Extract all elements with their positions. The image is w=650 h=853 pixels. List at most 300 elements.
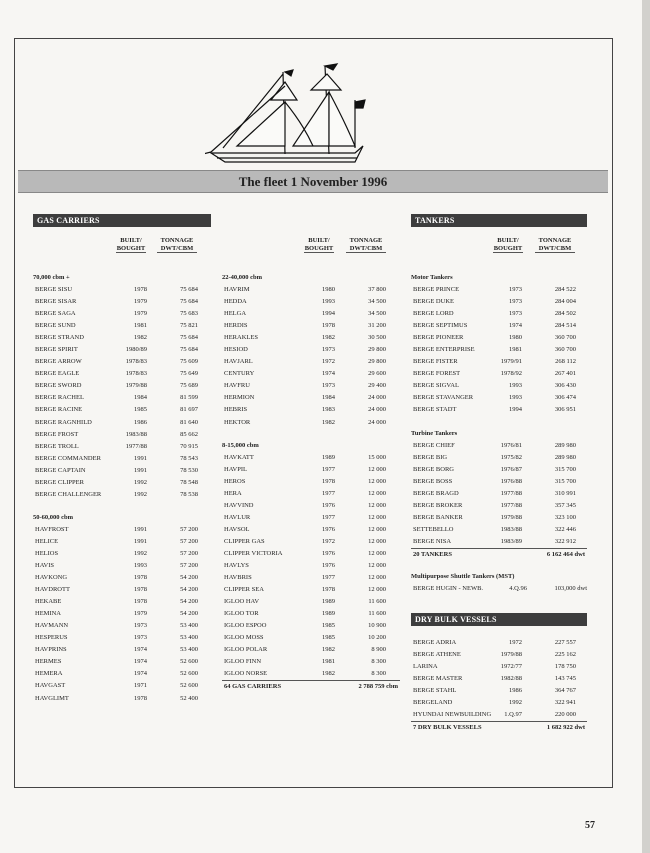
vessel-row — [33, 536, 213, 548]
vessel-name: BERGE SUND — [35, 322, 76, 330]
vessel-name: BERGE TROLL — [35, 442, 79, 450]
vessel-tonnage: 8 900 — [371, 646, 386, 654]
column-header — [411, 237, 591, 261]
vessel-name: BERGE ARROW — [35, 358, 82, 366]
vessel-row — [411, 488, 591, 500]
vessel-tonnage: 54 200 — [180, 574, 198, 582]
vessel-name: BERGE BORG — [413, 465, 454, 473]
vessel-tonnage: 364 767 — [554, 687, 576, 695]
vessel-row — [33, 572, 213, 584]
vessel-name: BERGE FOREST — [413, 370, 461, 378]
vessel-built: 1978/92 — [500, 370, 522, 378]
vessel-name: HAVIS — [35, 561, 55, 569]
vessel-tonnage: 306 474 — [554, 394, 576, 402]
vessel-built: 1983/88 — [500, 525, 522, 533]
vessel-row — [33, 380, 213, 392]
vessel-tonnage: 284 514 — [554, 322, 576, 330]
vessel-name: HEBRIS — [224, 406, 248, 414]
vessel-built: 1989 — [322, 598, 335, 606]
vessel-tonnage: 81 599 — [180, 394, 198, 402]
vessel-built: 1978/83 — [125, 358, 147, 366]
vessel-row — [411, 476, 591, 488]
total-label: 20 TANKERS — [413, 550, 452, 558]
vessel-built: 1978 — [134, 598, 147, 606]
header-built: BUILT/ — [120, 237, 142, 244]
vessel-built: 1989 — [322, 610, 335, 618]
vessel-row — [222, 404, 402, 416]
vessel-row — [411, 404, 591, 416]
vessel-row — [222, 356, 402, 368]
vessel-row — [411, 320, 591, 332]
vessel-tonnage: 34 500 — [368, 298, 386, 306]
vessel-name: BERGE LORD — [413, 310, 454, 318]
vessel-tonnage: 30 500 — [368, 334, 386, 342]
vessel-name: BERGE ATHENE — [413, 651, 461, 659]
vessel-built: 1976 — [322, 561, 335, 569]
vessel-built: 1992 — [134, 478, 147, 486]
vessel-row — [33, 392, 213, 404]
vessel-row — [411, 356, 591, 368]
vessel-tonnage: 12 000 — [368, 489, 386, 497]
vessel-built: 1992 — [134, 490, 147, 498]
vessel-name: BERGE BRAGD — [413, 489, 459, 497]
vessel-row — [222, 452, 402, 464]
vessel-tonnage: 12 000 — [368, 513, 386, 521]
header-dwtcbm: DWT/CBM — [349, 244, 383, 252]
vessel-built: 1979 — [134, 310, 147, 318]
vessel-tonnage: 52 600 — [180, 658, 198, 666]
vessel-row — [222, 368, 402, 380]
vessel-tonnage: 29 600 — [368, 370, 386, 378]
vessel-tonnage: 227 557 — [554, 638, 576, 646]
vessel-name: HERAKLES — [224, 334, 258, 342]
vessel-built: 1974 — [322, 370, 335, 378]
vessel-row — [33, 441, 213, 453]
vessel-row — [222, 596, 402, 608]
gas-carriers-middle-column — [222, 214, 402, 692]
vessel-name: HAVLUR — [224, 513, 251, 521]
vessel-name: HELGA — [224, 310, 247, 318]
vessel-name: HAVPRINS — [35, 646, 67, 654]
vessel-row — [222, 296, 402, 308]
vessel-tonnage: 11 600 — [368, 598, 386, 606]
vessel-name: HEKABE — [35, 598, 62, 606]
vessel-tonnage: 53 400 — [180, 646, 198, 654]
vessel-built: 1983/88 — [125, 430, 147, 438]
vessel-row — [33, 596, 213, 608]
vessel-row — [411, 380, 591, 392]
vessel-tonnage: 57 200 — [180, 537, 198, 545]
vessel-tonnage: 53 400 — [180, 622, 198, 630]
vessel-tonnage: 29 400 — [368, 382, 386, 390]
vessel-name: BERGE STRAND — [35, 334, 84, 342]
vessel-row — [33, 668, 213, 680]
vessel-name: BERGE FROST — [35, 430, 79, 438]
vessel-row — [222, 476, 402, 488]
vessel-built: 1974 — [509, 322, 522, 330]
total-value: 2 788 759 cbm — [358, 683, 398, 691]
vessel-name: BERGE SEPTIMUS — [413, 322, 468, 330]
vessel-name: BERGE RACHEL — [35, 394, 84, 402]
header-dwtcbm: DWT/CBM — [160, 244, 194, 252]
vessel-tonnage: 8 300 — [371, 658, 386, 666]
vessel-name: BERGE PRINCE — [413, 286, 460, 293]
vessel-built: 1977 — [322, 489, 335, 497]
vessel-row — [411, 296, 591, 308]
vessel-tonnage: 52 600 — [180, 682, 198, 690]
vessel-name: HAVVIND — [224, 501, 254, 509]
vessel-name: IGLOO FINN — [224, 658, 262, 666]
vessel-name: BERGE CHALLENGER — [35, 490, 102, 498]
vessel-row — [222, 584, 402, 596]
vessel-name: BERGE HUGIN - NEWB. — [413, 584, 484, 592]
vessel-tonnage: 54 200 — [180, 610, 198, 618]
vessel-row — [411, 344, 591, 356]
vessel-name: IGLOO POLAR — [224, 646, 268, 654]
vessel-row — [222, 632, 402, 644]
vessel-row — [222, 608, 402, 620]
vessel-row — [411, 332, 591, 344]
vessel-row — [33, 524, 213, 536]
vessel-built: 1993 — [509, 382, 522, 390]
vessel-built: 1973 — [509, 298, 522, 306]
vessel-tonnage: 75 683 — [180, 310, 198, 318]
vessel-name: BERGE STAVANGER — [413, 394, 474, 402]
total-label: 64 GAS CARRIERS — [224, 683, 282, 691]
vessel-name: BERGE MASTER — [413, 675, 463, 683]
vessel-built: 1989 — [322, 453, 335, 461]
vessel-tonnage: 85 662 — [180, 430, 198, 438]
vessel-row — [33, 560, 213, 572]
vessel-built: 1979/88 — [125, 382, 147, 390]
vessel-row — [222, 464, 402, 476]
vessel-built: 1979 — [134, 298, 147, 306]
vessel-built: 1973 — [134, 634, 147, 642]
vessel-name: BERGE CHIEF — [413, 441, 455, 449]
vessel-tonnage: 12 000 — [368, 465, 386, 473]
vessel-tonnage: 52 400 — [180, 694, 198, 702]
vessel-tonnage: 12 000 — [368, 574, 386, 582]
vessel-name: BERGELAND — [413, 699, 453, 707]
vessel-tonnage: 34 500 — [368, 310, 386, 318]
vessel-built: 1972 — [322, 358, 335, 366]
dry-bulk-heading: DRY BULK VESSELS — [411, 613, 587, 626]
vessel-built: 1973 — [509, 286, 522, 293]
vessel-row — [222, 512, 402, 524]
vessel-built: 1982 — [322, 670, 335, 678]
vessel-name: BERGE RACINE — [35, 406, 83, 414]
group-label: Turbine Tankers — [411, 429, 458, 437]
vessel-name: BERGE ENTERPRISE — [413, 346, 475, 354]
vessel-name: IGLOO NORSE — [224, 670, 268, 678]
vessel-tonnage: 29 800 — [368, 358, 386, 366]
header-bought: BOUGHT — [493, 244, 523, 252]
vessel-row — [33, 332, 213, 344]
header-tonnage: TONNAGE — [160, 237, 194, 244]
vessel-built: 1978 — [322, 477, 335, 485]
vessel-tonnage: 12 000 — [368, 477, 386, 485]
vessel-row — [411, 452, 591, 464]
vessel-tonnage: 29 800 — [368, 346, 386, 354]
vessel-built: 1991 — [134, 466, 147, 474]
vessel-tonnage: 15 000 — [368, 453, 386, 461]
vessel-tonnage: 75 649 — [180, 370, 198, 378]
vessel-name: IGLOO HAV — [224, 598, 260, 606]
vessel-name: HEKTOR — [224, 418, 251, 426]
vessel-tonnage: 70 915 — [180, 442, 198, 450]
vessel-name: BERGE SPIRIT — [35, 346, 78, 354]
vessel-built: 1982 — [322, 646, 335, 654]
vessel-built: 1992 — [134, 549, 147, 557]
vessel-built: 1973 — [322, 346, 335, 354]
vessel-tonnage: 315 700 — [554, 465, 576, 473]
vessel-built: 1974 — [134, 658, 147, 666]
vessel-built: 1991 — [134, 454, 147, 462]
total-value: 1 682 922 dwt — [546, 724, 585, 732]
vessel-name: LARINA — [413, 663, 438, 671]
vessel-built: 1978 — [134, 586, 147, 594]
vessel-row — [411, 464, 591, 476]
vessel-row — [411, 284, 591, 296]
vessel-row — [411, 536, 591, 548]
vessel-built: 1974 — [134, 646, 147, 654]
vessel-built: 1977 — [322, 513, 335, 521]
vessel-name: BERGE PIONEER — [413, 334, 464, 342]
group-label: Motor Tankers — [411, 274, 453, 281]
vessel-built: 1973 — [509, 310, 522, 318]
group-label: 70,000 cbm + — [33, 274, 70, 281]
vessel-tonnage: 268 112 — [555, 358, 576, 366]
vessel-name: BERGE BIG — [413, 453, 448, 461]
group-label: 50-60,000 cbm — [33, 513, 74, 521]
vessel-row — [411, 583, 591, 595]
vessel-tonnage: 24 000 — [368, 394, 386, 402]
vessel-built: 1977 — [322, 574, 335, 582]
vessel-row — [411, 697, 591, 709]
vessel-built: 1986 — [134, 418, 147, 426]
vessel-tonnage: 24 000 — [368, 406, 386, 414]
vessel-built: 1977/88 — [500, 501, 522, 509]
vessel-row — [33, 453, 213, 465]
vessel-name: BERGE SISU — [35, 286, 73, 293]
vessel-built: 1978/83 — [125, 370, 147, 378]
vessel-row — [411, 673, 591, 685]
tankers-column — [411, 214, 591, 733]
vessel-built: 1978 — [134, 574, 147, 582]
vessel-tonnage: 75 684 — [180, 334, 198, 342]
vessel-tonnage: 284 004 — [554, 298, 576, 306]
vessel-tonnage: 289 980 — [554, 441, 576, 449]
vessel-row — [411, 440, 591, 452]
group-label: 8-15,000 cbm — [222, 441, 259, 449]
vessel-tonnage: 53 400 — [180, 634, 198, 642]
vessel-name: BERGE COMMANDER — [35, 454, 101, 462]
vessel-tonnage: 81 640 — [180, 418, 198, 426]
vessel-built: 1982 — [322, 334, 335, 342]
vessel-tonnage: 178 750 — [554, 663, 576, 671]
vessel-tonnage: 75 684 — [180, 298, 198, 306]
vessel-built: 1984 — [322, 394, 335, 402]
vessel-name: BERGE STAHL — [413, 687, 457, 695]
vessel-built: 1976 — [322, 549, 335, 557]
vessel-row — [411, 308, 591, 320]
vessel-row — [411, 649, 591, 661]
vessel-name: HAVLYS — [224, 561, 249, 569]
vessel-built: 1976/81 — [500, 441, 522, 449]
vessel-tonnage: 12 000 — [368, 549, 386, 557]
vessel-name: HESIOD — [224, 346, 248, 354]
vessel-tonnage: 284 522 — [554, 286, 576, 293]
vessel-row — [33, 548, 213, 560]
vessel-name: BERGE NISA — [413, 537, 452, 545]
vessel-tonnage: 57 200 — [180, 525, 198, 533]
vessel-row — [33, 429, 213, 441]
vessel-tonnage: 78 548 — [180, 478, 198, 486]
group-label: 22-40,000 cbm — [222, 274, 263, 281]
vessel-tonnage: 11 600 — [368, 610, 386, 618]
vessel-row — [222, 284, 402, 296]
vessel-row — [411, 392, 591, 404]
vessel-built: 1976 — [322, 501, 335, 509]
vessel-tonnage: 54 200 — [180, 598, 198, 606]
vessel-built: 1993 — [322, 298, 335, 306]
vessel-tonnage: 78 538 — [180, 490, 198, 498]
vessel-tonnage: 8 300 — [371, 670, 386, 678]
vessel-built: 1974 — [134, 670, 147, 678]
vessel-name: BERGE EAGLE — [35, 370, 80, 378]
vessel-name: HAVGAST — [35, 682, 66, 690]
vessel-tonnage: 357 345 — [554, 501, 576, 509]
vessel-built: 1994 — [509, 406, 522, 414]
vessel-built: 1971 — [134, 682, 147, 690]
vessel-tonnage: 360 700 — [554, 334, 576, 342]
vessel-tonnage: 103,000 dwt — [554, 584, 587, 592]
vessel-row — [222, 644, 402, 656]
vessel-name: BERGE SAGA — [35, 310, 76, 318]
vessel-name: HAVMANN — [35, 622, 69, 630]
dry-bulk-total — [411, 721, 587, 733]
vessel-row — [33, 632, 213, 644]
vessel-row — [33, 465, 213, 477]
page-number: 57 — [585, 820, 595, 831]
vessel-tonnage: 323 100 — [554, 513, 576, 521]
vessel-built: 1978 — [322, 586, 335, 594]
vessel-row — [222, 320, 402, 332]
vessel-built: 1972 — [322, 537, 335, 545]
vessel-name: HERMION — [224, 394, 255, 402]
vessel-tonnage: 75 689 — [180, 382, 198, 390]
tankers-total — [411, 548, 587, 560]
vessel-name: HELIOS — [35, 549, 59, 557]
vessel-tonnage: 322 446 — [554, 525, 576, 533]
page-edge-shadow — [642, 0, 650, 853]
vessel-built: 1976/88 — [500, 477, 522, 485]
vessel-name: BERGE SISAR — [35, 298, 77, 306]
vessel-row — [411, 661, 591, 673]
vessel-row — [222, 524, 402, 536]
vessel-row — [222, 500, 402, 512]
header-tonnage: TONNAGE — [349, 237, 383, 244]
vessel-name: CENTURY — [224, 370, 255, 378]
vessel-name: IGLOO MOSS — [224, 634, 264, 642]
header-bought: BOUGHT — [304, 244, 334, 252]
vessel-tonnage: 310 991 — [554, 489, 576, 497]
vessel-built: 1982 — [322, 418, 335, 426]
vessel-built: 1985 — [134, 406, 147, 414]
vessel-row — [33, 296, 213, 308]
vessel-tonnage: 75 684 — [180, 286, 198, 293]
vessel-row — [222, 572, 402, 584]
vessel-name: HAVKATT — [224, 453, 254, 461]
vessel-name: HERA — [224, 489, 242, 497]
vessel-built: 1985 — [322, 622, 335, 630]
vessel-row — [33, 368, 213, 380]
vessel-tonnage: 306 430 — [554, 382, 576, 390]
vessel-built: 1977/88 — [500, 489, 522, 497]
vessel-row — [33, 693, 213, 705]
vessel-row — [33, 284, 213, 296]
vessel-row — [33, 417, 213, 429]
vessel-name: HAVDROTT — [35, 586, 70, 594]
gas-carriers-total — [222, 680, 400, 692]
vessel-built: 1972/77 — [500, 663, 522, 671]
vessel-row — [33, 656, 213, 668]
vessel-row — [33, 308, 213, 320]
vessel-built: 1993 — [509, 394, 522, 402]
vessel-built: 1993 — [134, 561, 147, 569]
vessel-built: 1975/82 — [500, 453, 522, 461]
vessel-name: IGLOO ESPOO — [224, 622, 267, 630]
vessel-built: 1991 — [134, 537, 147, 545]
vessel-name: BERGE SIGVAL — [413, 382, 459, 390]
vessel-row — [222, 668, 402, 680]
vessel-row — [222, 536, 402, 548]
vessel-built: 1984 — [134, 394, 147, 402]
vessel-row — [33, 404, 213, 416]
vessel-built: 4.Q.96 — [509, 584, 527, 592]
vessel-row — [222, 548, 402, 560]
vessel-tonnage: 289 980 — [554, 453, 576, 461]
vessel-tonnage: 78 530 — [180, 466, 198, 474]
gas-carriers-left-column — [33, 214, 213, 705]
vessel-row — [33, 620, 213, 632]
vessel-tonnage: 267 401 — [554, 370, 576, 378]
vessel-built: 1980 — [322, 286, 335, 293]
vessel-tonnage: 10 200 — [368, 634, 386, 642]
vessel-built: 1981 — [509, 346, 522, 354]
vessel-name: HAVRIM — [224, 286, 250, 293]
header-tonnage: TONNAGE — [538, 237, 572, 244]
vessel-tonnage: 12 000 — [368, 525, 386, 533]
vessel-row — [411, 685, 591, 697]
vessel-name: HAVFROST — [35, 525, 69, 533]
vessel-tonnage: 37 800 — [368, 286, 386, 293]
vessel-tonnage: 57 200 — [180, 561, 198, 569]
vessel-tonnage: 360 700 — [554, 346, 576, 354]
vessel-tonnage: 284 502 — [554, 310, 576, 318]
vessel-name: HERMES — [35, 658, 62, 666]
vessel-built: 1976/87 — [500, 465, 522, 473]
gas-carriers-heading: GAS CARRIERS — [33, 214, 211, 227]
vessel-name: BERGE ADRIA — [413, 638, 457, 646]
vessel-row — [222, 417, 402, 429]
vessel-tonnage: 322 912 — [554, 537, 576, 545]
vessel-built: 1978 — [134, 286, 147, 293]
vessel-name: BERGE BROKER — [413, 501, 463, 509]
vessel-row — [33, 680, 213, 692]
vessel-row — [222, 620, 402, 632]
vessel-built: 1986 — [509, 687, 522, 695]
